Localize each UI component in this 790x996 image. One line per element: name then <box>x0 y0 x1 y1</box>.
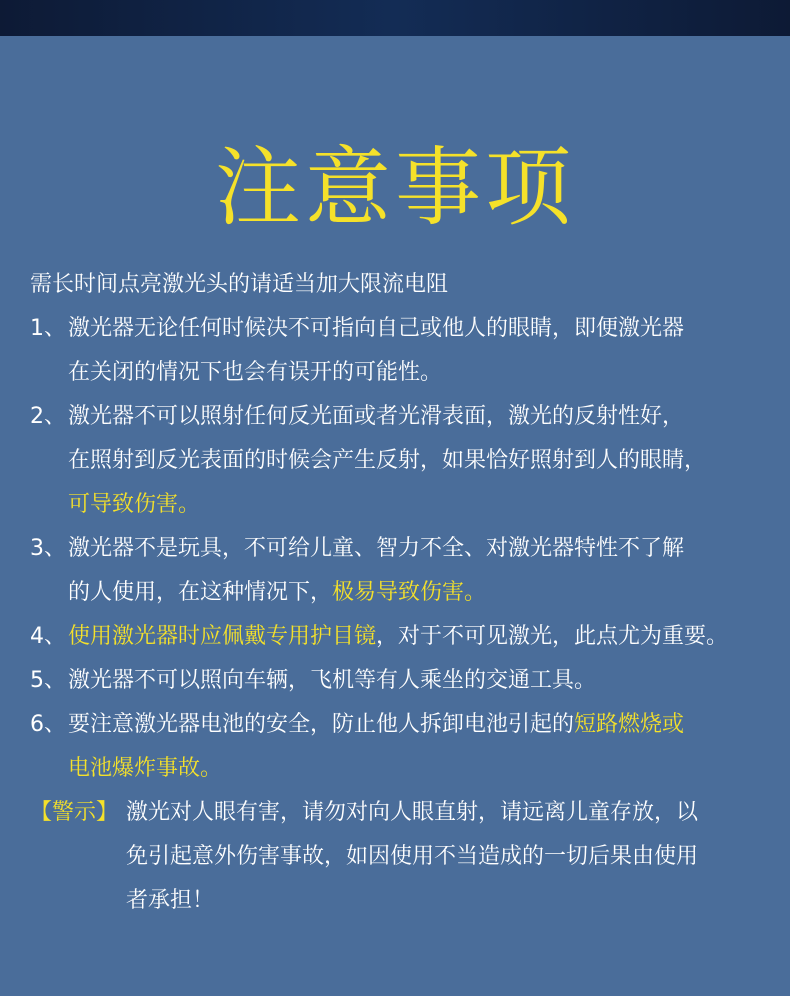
item-number: 1、 <box>30 316 66 341</box>
item-highlight-text: 短路燃烧或 <box>574 712 685 737</box>
notice-item-5 <box>30 666 780 696</box>
item-text: 激光器不可以照向车辆，飞机等有人乘坐的交通工具。 <box>68 668 597 693</box>
item-text: 要注意激光器电池的安全，防止他人拆卸电池引起的 <box>68 712 575 737</box>
notice-item-2 <box>30 402 780 520</box>
item-text: 激光器无论任何时候决不可指向自己或他人的眼睛，即便激光器 <box>68 316 685 341</box>
page-title: 注意事项 <box>215 138 575 238</box>
item-number: 3、 <box>30 536 66 561</box>
item-text: 在照射到反光表面的时候会产生反射，如果恰好照射到人的眼睛， <box>68 448 707 473</box>
item-highlight-text: 使用激光器时应佩戴专用护目镜 <box>68 624 377 649</box>
intro-text: 需长时间点亮激光头的请适当加大限流电阻 <box>30 272 449 297</box>
warning-text: 免引起意外伤害事故，如因使用不当造成的一切后果由使用 <box>126 844 699 869</box>
item-number: 5、 <box>30 668 66 693</box>
top-banner <box>0 0 790 36</box>
item-text: 在关闭的情况下也会有误开的可能性。 <box>68 360 443 385</box>
item-text: 激光器不可以照射任何反光面或者光滑表面，激光的反射性好， <box>68 404 685 429</box>
warning-text: 者承担！ <box>126 888 215 913</box>
notice-item-4 <box>30 622 780 652</box>
notice-item-3 <box>30 534 780 608</box>
item-number: 6、 <box>30 712 66 737</box>
warning-text: 激光对人眼有害，请勿对向人眼直射，请远离儿童存放，以 <box>126 800 699 825</box>
item-text: 的人使用，在这种情况下， <box>68 580 333 605</box>
notice-item-1 <box>30 314 780 388</box>
item-text: 激光器不是玩具，不可给儿童、智力不全、对激光器特性不了解 <box>68 536 685 561</box>
item-number: 4、 <box>30 624 66 649</box>
warning-block <box>30 798 780 916</box>
item-highlight-text: 极易导致伤害。 <box>332 580 487 605</box>
item-number: 2、 <box>30 404 66 429</box>
item-highlight-text: 可导致伤害。 <box>68 492 201 517</box>
item-highlight-text: 电池爆炸事故。 <box>68 756 223 781</box>
notice-content <box>30 270 780 916</box>
notice-item-6 <box>30 710 780 784</box>
item-text: ，对于不可见激光，此点尤为重要。 <box>376 624 729 649</box>
warning-tag: 【警示】 <box>30 800 119 825</box>
